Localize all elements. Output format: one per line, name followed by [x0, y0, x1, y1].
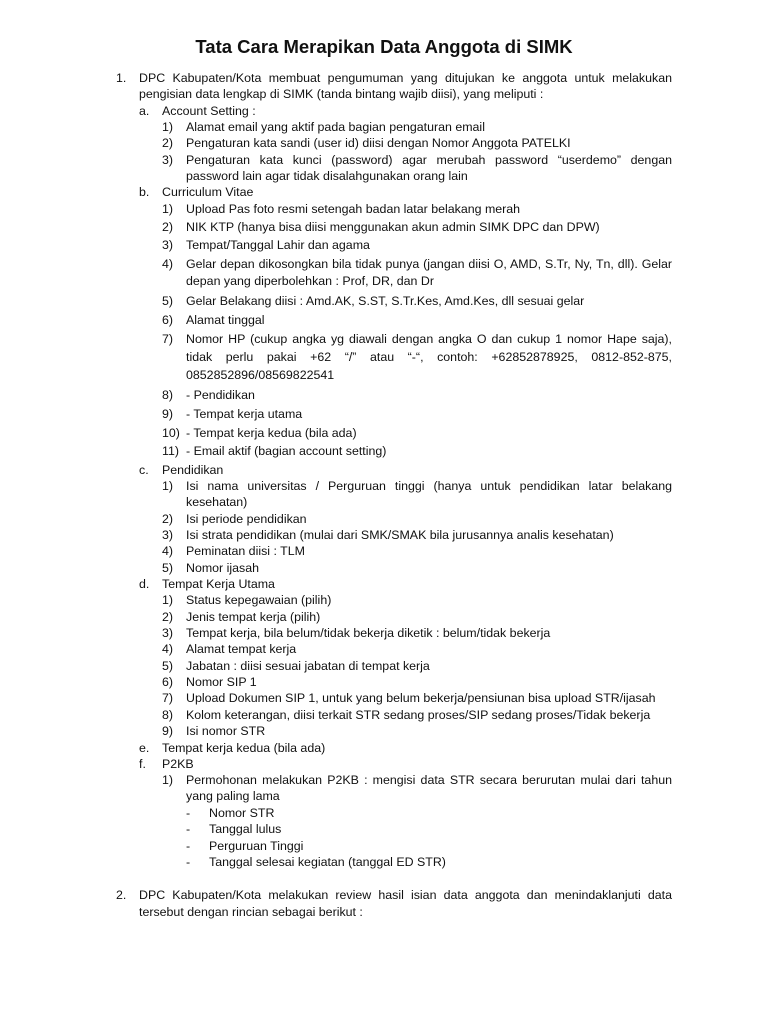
item-number: 1): [162, 773, 174, 787]
item-number: 1): [162, 120, 174, 134]
sub-heading: Pendidikan: [162, 463, 224, 477]
list-item: Kolom keterangan, diisi terkait STR sedang proses/SIP sedang proses/Tidak bekerja: [186, 708, 651, 722]
sub-heading: P2KB: [162, 757, 194, 771]
item-number: 1): [162, 202, 174, 216]
sub-heading: Account Setting :: [162, 104, 256, 118]
sub-letter: e.: [139, 741, 150, 755]
item-number: 4): [162, 257, 174, 271]
list-item: NIK KTP (hanya bisa diisi menggunakan akun admin SIMK DPC dan DPW): [186, 220, 600, 234]
bullet-dash: -: [186, 822, 191, 836]
item-number: 4): [162, 544, 174, 558]
list-item: Pengaturan kata kunci (password) agar merubah password “userdemo” dengan: [186, 153, 672, 167]
list-item: Alamat email yang aktif pada bagian pengaturan email: [186, 120, 485, 134]
item-number: 1): [162, 593, 174, 607]
sub-letter: c.: [139, 463, 149, 477]
item-number: 3): [162, 153, 174, 167]
sub-heading: Tempat kerja kedua (bila ada): [162, 741, 326, 755]
item-number: 3): [162, 626, 174, 640]
item-number: 7): [162, 691, 174, 705]
item-number: 3): [162, 238, 174, 252]
list-item: Tempat/Tanggal Lahir dan agama: [186, 238, 370, 252]
item-number: 5): [162, 659, 174, 673]
list-item: Isi strata pendidikan (mulai dari SMK/SMAK bila jurusannya analis kesehatan): [186, 528, 614, 542]
list-item-continued: password lain agar tidak disalahgunakan orang lain: [186, 169, 468, 183]
item-number: 2): [162, 220, 174, 234]
item-number: 8): [162, 388, 174, 402]
list-item: Upload Pas foto resmi setengah badan latar belakang merah: [186, 202, 521, 216]
item-number: 9): [162, 407, 174, 421]
item-number: 10): [162, 426, 180, 440]
list-item: Isi nomor STR: [186, 724, 266, 738]
sub-letter: d.: [139, 577, 150, 591]
bullet-dash: -: [186, 806, 191, 820]
list-item: Peminatan diisi : TLM: [186, 544, 305, 558]
item-number: 4): [162, 642, 174, 656]
list-item: - Tempat kerja utama: [186, 407, 303, 421]
item-number: 1): [162, 479, 174, 493]
list-item-continued: kesehatan): [186, 495, 248, 509]
list-item: Status kepegawaian (pilih): [186, 593, 332, 607]
item-number: 6): [162, 675, 174, 689]
list-item: Jabatan : diisi sesuai jabatan di tempat kerja: [186, 659, 430, 673]
bullet-item: Perguruan Tinggi: [209, 839, 304, 853]
sub-heading: Tempat Kerja Utama: [162, 577, 275, 591]
item-number: 5): [162, 294, 174, 308]
list-item: Pengaturan kata sandi (user id) diisi dengan Nomor Anggota PATELKI: [186, 136, 571, 150]
list-item: Upload Dokumen SIP 1, untuk yang belum bekerja/pensiunan bisa upload STR/ijasah: [186, 691, 656, 705]
sub-letter: b.: [139, 185, 150, 199]
item-number: 6): [162, 313, 174, 327]
list-item: Nomor SIP 1: [186, 675, 257, 689]
sub-letter: a.: [139, 104, 150, 118]
list-item: Gelar Belakang diisi : Amd.AK, S.ST, S.Tr.Kes, Amd.Kes, dll sesuai gelar: [186, 294, 585, 308]
list-item: Alamat tempat kerja: [186, 642, 297, 656]
list-item: Tempat kerja, bila belum/tidak bekerja diketik : belum/tidak bekerja: [186, 626, 551, 640]
bullet-item: Nomor STR: [209, 806, 275, 820]
section-intro-line: DPC Kabupaten/Kota melakukan review hasil isian data anggota dan menindaklanjuti data: [139, 888, 672, 902]
bullet-dash: -: [186, 855, 191, 869]
list-item: Nomor HP (cukup angka yg diawali dengan angka O dan cukup 1 nomor Hape saja),: [186, 332, 672, 346]
item-number: 7): [162, 332, 174, 346]
list-item: - Pendidikan: [186, 388, 255, 402]
list-item: - Email aktif (bagian account setting): [186, 444, 387, 458]
item-number: 2): [162, 136, 174, 150]
section-intro-line: DPC Kabupaten/Kota membuat pengumuman yang ditujukan ke anggota untuk melakukan: [139, 71, 672, 85]
item-number: 11): [162, 444, 179, 458]
bullet-dash: -: [186, 839, 191, 853]
document-title: Tata Cara Merapikan Data Anggota di SIMK: [195, 36, 573, 57]
section-number: 2.: [116, 888, 127, 902]
list-item-continued: depan yang diperbolehkan : Prof, DR, dan Dr: [186, 274, 434, 288]
section-number: 1.: [116, 71, 127, 85]
list-item: Alamat tinggal: [186, 313, 265, 327]
list-item: Jenis tempat kerja (pilih): [186, 610, 321, 624]
item-number: 5): [162, 561, 174, 575]
item-number: 3): [162, 528, 174, 542]
sub-letter: f.: [139, 757, 146, 771]
item-number: 8): [162, 708, 174, 722]
bullet-item: Tanggal selesai kegiatan (tanggal ED STR): [209, 855, 446, 869]
list-item: Isi periode pendidikan: [186, 512, 307, 526]
section-intro-line: tersebut dengan rincian sebagai berikut :: [139, 905, 363, 919]
list-item: Gelar depan dikosongkan bila tidak punya (jangan diisi O, AMD, S.Tr, Ny, Tn, dll). Gelar: [186, 257, 672, 271]
item-number: 2): [162, 512, 174, 526]
section-intro-line: pengisian data lengkap di SIMK (tanda bintang wajib diisi), yang meliputi :: [139, 87, 544, 101]
list-item: Isi nama universitas / Perguruan tinggi (hanya untuk pendidikan latar belakang: [186, 479, 672, 493]
list-item: Permohonan melakukan P2KB : mengisi data STR secara berurutan mulai dari tahun: [186, 773, 672, 787]
list-item: Nomor ijasah: [186, 561, 259, 575]
item-number: 9): [162, 724, 174, 738]
list-item: - Tempat kerja kedua (bila ada): [186, 426, 357, 440]
bullet-item: Tanggal lulus: [209, 822, 282, 836]
item-number: 2): [162, 610, 174, 624]
sub-heading: Curriculum Vitae: [162, 185, 254, 199]
list-item-continued: yang paling lama: [186, 789, 280, 803]
list-item-continued: tidak perlu pakai +62 “/” atau “-“, contoh: +62852878925, 0812-852-875,: [186, 350, 672, 364]
list-item-continued: 0852852896/08569822541: [186, 368, 335, 382]
